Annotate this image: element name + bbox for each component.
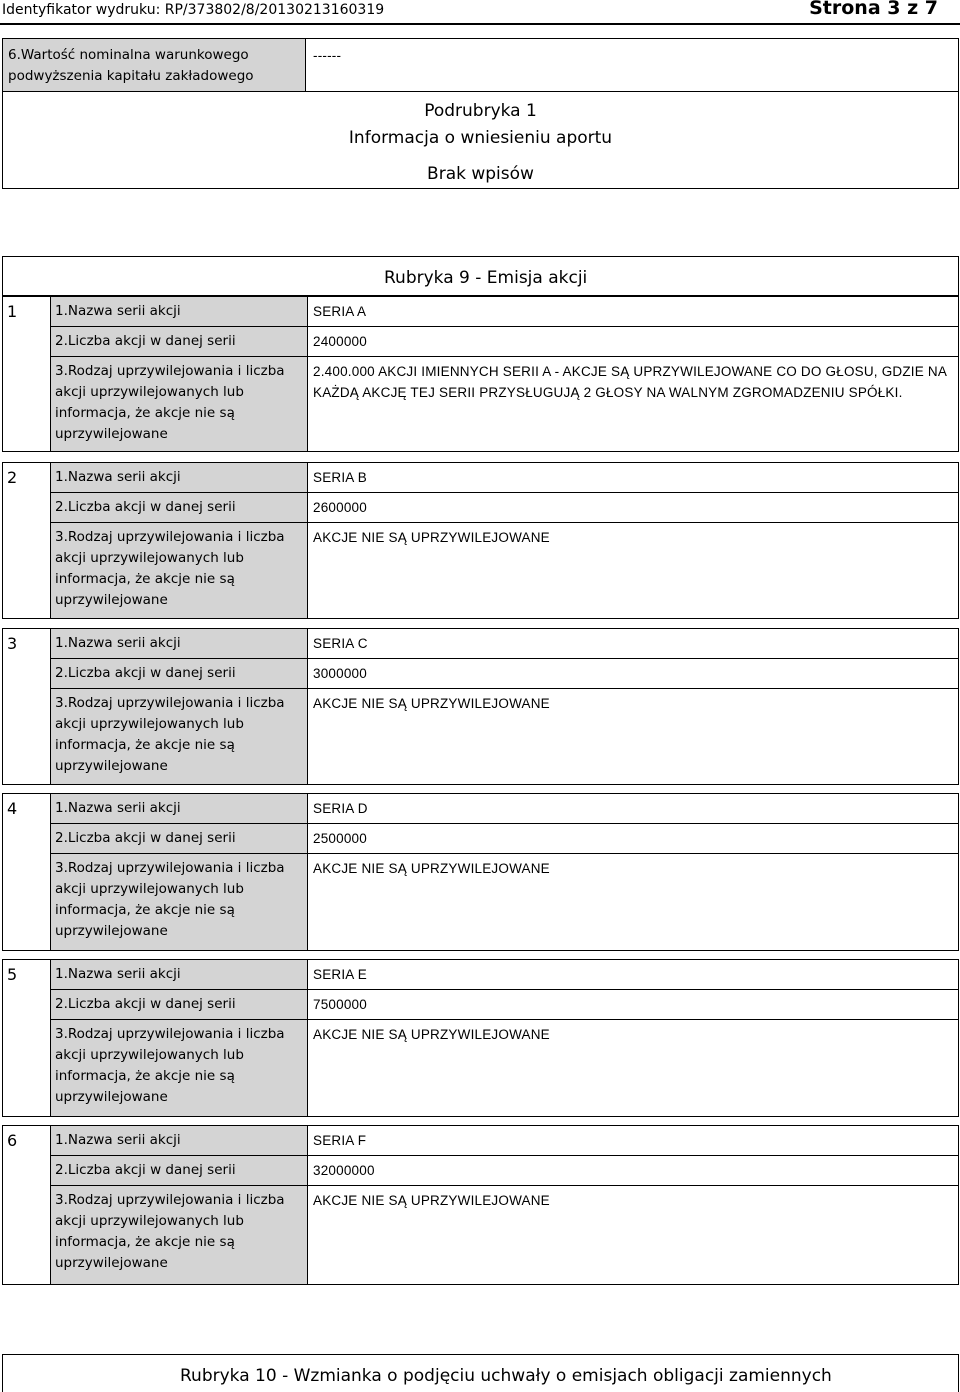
item6-label-line2: podwyższenia kapitału zakładowego xyxy=(8,68,254,84)
label-preference-type: uprzywilejowane xyxy=(55,1255,168,1271)
label-share-count: 2.Liczba akcji w danej serii xyxy=(55,499,236,515)
label-preference-type: akcji uprzywilejowanych lub xyxy=(55,1047,244,1063)
preference-type-value: AKCJE NIE SĄ UPRZYWILEJOWANE xyxy=(313,861,550,876)
series-name-value: SERIA F xyxy=(313,1133,367,1148)
series-name-value: SERIA B xyxy=(313,470,367,485)
label-preference-type: akcji uprzywilejowanych lub xyxy=(55,881,244,897)
field-divider xyxy=(50,989,959,990)
series-number: 2 xyxy=(7,468,18,487)
label-preference-type: 3.Rodzaj uprzywilejowania i liczba xyxy=(55,695,285,711)
label-preference-type: 3.Rodzaj uprzywilejowania i liczba xyxy=(55,363,285,379)
no-entries-text: Brak wpisów xyxy=(427,164,534,184)
label-preference-type: informacja, że akcje nie są xyxy=(55,737,235,753)
field-divider xyxy=(50,492,959,493)
label-preference-type: informacja, że akcje nie są xyxy=(55,1068,235,1084)
field-divider xyxy=(50,522,959,523)
label-preference-type: akcji uprzywilejowanych lub xyxy=(55,716,244,732)
preference-type-value: AKCJE NIE SĄ UPRZYWILEJOWANE xyxy=(313,530,550,545)
label-preference-type: 3.Rodzaj uprzywilejowania i liczba xyxy=(55,860,285,876)
label-preference-type: informacja, że akcje nie są xyxy=(55,902,235,918)
label-preference-type: akcji uprzywilejowanych lub xyxy=(55,1213,244,1229)
series-number: 3 xyxy=(7,634,18,653)
label-series-name: 1.Nazwa serii akcji xyxy=(55,303,181,319)
item6-value: ------ xyxy=(313,48,342,63)
field-divider xyxy=(50,823,959,824)
label-share-count: 2.Liczba akcji w danej serii xyxy=(55,830,236,846)
series-number: 4 xyxy=(7,799,18,818)
print-identifier: Identyfikator wydruku: RP/373802/8/20130213160319 xyxy=(2,2,385,18)
header-divider xyxy=(0,23,960,25)
field-divider xyxy=(50,1185,959,1186)
label-preference-type: akcji uprzywilejowanych lub xyxy=(55,384,244,400)
field-divider xyxy=(50,1155,959,1156)
label-series-name: 1.Nazwa serii akcji xyxy=(55,1132,181,1148)
subrubric-title: Podrubryka 1 xyxy=(424,101,537,121)
label-preference-type: uprzywilejowane xyxy=(55,592,168,608)
label-preference-type: uprzywilejowane xyxy=(55,923,168,939)
preference-type-value: AKCJE NIE SĄ UPRZYWILEJOWANE xyxy=(313,1027,550,1042)
label-share-count: 2.Liczba akcji w danej serii xyxy=(55,996,236,1012)
subrubric-subtitle: Informacja o wniesieniu aportu xyxy=(348,128,613,148)
label-series-name: 1.Nazwa serii akcji xyxy=(55,800,181,816)
item6-label-line1: 6.Wartość nominalna warunkowego xyxy=(8,47,249,63)
share-count-value: 32000000 xyxy=(313,1163,375,1178)
rubric10-title: Rubryka 10 - Wzmianka o podjęciu uchwały o emisjach obligacji zamiennych xyxy=(180,1366,832,1386)
label-preference-type: 3.Rodzaj uprzywilejowania i liczba xyxy=(55,529,285,545)
item6-value-cell xyxy=(305,38,959,92)
label-share-count: 2.Liczba akcji w danej serii xyxy=(55,665,236,681)
label-preference-type: uprzywilejowane xyxy=(55,426,168,442)
label-preference-type: uprzywilejowane xyxy=(55,1089,168,1105)
share-count-value: 3000000 xyxy=(313,666,367,681)
label-series-name: 1.Nazwa serii akcji xyxy=(55,966,181,982)
series-name-value: SERIA C xyxy=(313,636,368,651)
preference-type-value: KAŻDĄ AKCJĘ TEJ SERII PRZYSŁUGUJĄ 2 GŁOSY NA WALNYM ZGROMADZENIU SPÓŁKI. xyxy=(313,385,903,400)
series-number: 5 xyxy=(7,965,18,984)
label-preference-type: informacja, że akcje nie są xyxy=(55,1234,235,1250)
field-divider xyxy=(50,1019,959,1020)
label-share-count: 2.Liczba akcji w danej serii xyxy=(55,1162,236,1178)
preference-type-value: AKCJE NIE SĄ UPRZYWILEJOWANE xyxy=(313,1193,550,1208)
page-number: Strona 3 z 7 xyxy=(809,0,938,19)
series-name-value: SERIA E xyxy=(313,967,367,982)
series-name-value: SERIA A xyxy=(313,304,367,319)
label-share-count: 2.Liczba akcji w danej serii xyxy=(55,333,236,349)
subrubric-box xyxy=(2,91,959,189)
field-divider xyxy=(50,326,959,327)
field-divider xyxy=(50,356,959,357)
label-preference-type: informacja, że akcje nie są xyxy=(55,571,235,587)
field-divider xyxy=(50,853,959,854)
label-series-name: 1.Nazwa serii akcji xyxy=(55,635,181,651)
label-preference-type: 3.Rodzaj uprzywilejowania i liczba xyxy=(55,1026,285,1042)
series-name-value: SERIA D xyxy=(313,801,368,816)
series-number: 6 xyxy=(7,1131,18,1150)
preference-type-value: AKCJE NIE SĄ UPRZYWILEJOWANE xyxy=(313,696,550,711)
label-preference-type: akcji uprzywilejowanych lub xyxy=(55,550,244,566)
label-preference-type: 3.Rodzaj uprzywilejowania i liczba xyxy=(55,1192,285,1208)
share-count-value: 2500000 xyxy=(313,831,367,846)
field-divider xyxy=(50,658,959,659)
share-count-value: 2600000 xyxy=(313,500,367,515)
rubric9-title: Rubryka 9 - Emisja akcji xyxy=(384,268,588,288)
label-preference-type: informacja, że akcje nie są xyxy=(55,405,235,421)
series-number: 1 xyxy=(7,302,18,321)
field-divider xyxy=(50,688,959,689)
label-series-name: 1.Nazwa serii akcji xyxy=(55,469,181,485)
share-count-value: 2400000 xyxy=(313,334,367,349)
label-preference-type: uprzywilejowane xyxy=(55,758,168,774)
preference-type-value: 2.400.000 AKCJI IMIENNYCH SERII A - AKCJE SĄ UPRZYWILEJOWANE CO DO GŁOSU, GDZIE NA xyxy=(313,364,948,379)
share-count-value: 7500000 xyxy=(313,997,367,1012)
